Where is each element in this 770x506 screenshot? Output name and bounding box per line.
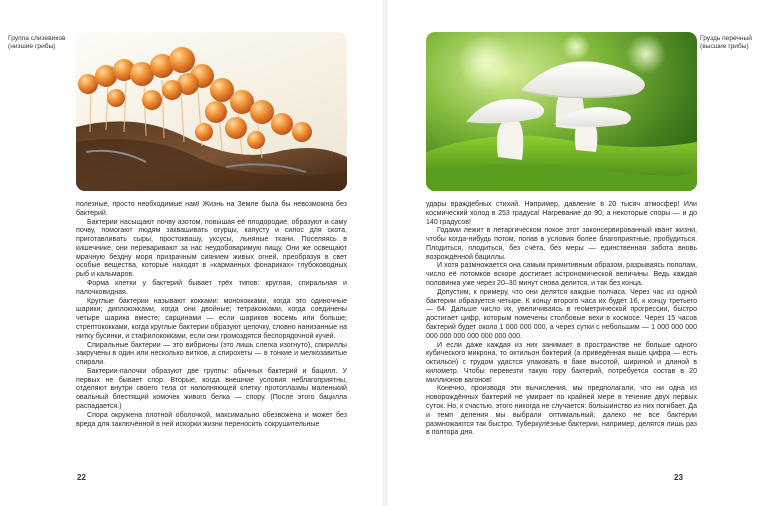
mushroom-photo (426, 32, 697, 191)
paragraph: полезные, просто необходимые нам! Жизнь на Земле была бы невозможна без бактерий. (76, 201, 347, 217)
paragraph: Конечно, производя эти вычисления, мы предполагали, что ни одна из новорождённых бактерий не умирает по крайней мере в течение двух первых суток. Но, к счастью, этого никогда не случается: большинство из них погибает. Да и темп деления мы выбрали оптимальный; далеко не все бактерии размножаются так быстро. Туберкулёзные бактерии, например, делятся лишь раз в полтора дня. (426, 385, 697, 437)
right-caption: Груздь перечный (высшие грибы) (700, 35, 752, 50)
paragraph: удары враждебных стихий. Например, давление в 20 тысяч атмосфер! Или космический холод в 253 градуса! Нагревание до 90, а некоторые споры — и до 140 градусов! (426, 201, 697, 226)
paragraph: И хотя размножается она самым примитивным образом, разрываясь пополам, число её потомков вскоре достигает астрономической величины. Ведь каждая половинка уже через 20–30 минут снова делится, и так без конца. (426, 262, 697, 288)
left-page-text (76, 201, 347, 429)
slime-mold-photo (76, 32, 347, 191)
paragraph: И если даже каждая из них занимает в пространстве не больше одного кубического микрона, то октильон бактерий (а приведённая выше цифра — есть октильон) с трудом удастся упаковать в баке высотой, шириной и длиной в километр. Чтобы перевезти такую гору бактерий, потребуется состав в 20 миллионов вагонов! (426, 341, 697, 384)
paragraph: Бактерии-палочки образуют две группы: обычных бактерий и бацилл. У первых не бывает спор. Вторые, когда внешние условия неблагоприятны, отделяют внутри своего тела от наполняющей клетку протоплазмы маленький овальный блестящий комочек живого белка — спору. (После этого бацилла распадается.) (76, 367, 347, 410)
mushroom-illustration (426, 32, 697, 191)
paragraph: Бактерии насыщают почву азотом, повышая её плодородие, образуют и саму почву, помогают людям заквашивать огурцы, капусту и силос для скота, приготавливать сыры, простоквашу, уксусы, льняные ткани. Поселяясь в кишечнике, они переваривают за нас неудобоваримую пищу. Они же освещают мрачную бездну моря призрачным сиянием живых огней, преобразуя в свет особые вещества, которые находят в «карманных фонариках» глубоководных рыб и кальмаров. (76, 218, 347, 279)
book-gutter (383, 0, 387, 506)
paragraph: Допустим, к примеру, что они делятся каждые полчаса. Через час из одной бактерии образуется четыре. К концу второго часа их будет 16, к концу третьего — 64. Дальше число их, увеличиваясь в геометрической прогрессии, быстро достигает цифр, которым помечены столбовые вехи в космосе. Через 15 часов бактерий будет около 1 000 000 000, а через сутки с небольшим — 1 000 000 000 000 000 000 000 000 000 000. (426, 288, 697, 340)
paragraph: Спора окружена плотной оболочкой, максимально обезвожена и может без вреда для заключённой в ней искорки жизни переносить сокрушительные (76, 411, 347, 428)
slime-mold-illustration (76, 32, 347, 191)
left-caption: Группа слизевиков (низшие грибы) (8, 35, 66, 50)
right-page-text (426, 201, 697, 438)
paragraph: Круглые бактерии называют кокками: монококками, когда это одиночные шарики; диплококками, когда они двойные; тетракокками, когда соединены четыре шарика вместе; сарцинами — если шариков восемь или больше; стрептококками, когда круглые бактерии образуют цепочку, словно нанизанные на нитку бусинки, и стафилококками, если они громоздятся беспорядочной кучей. (76, 297, 347, 340)
paragraph: Спиральные бактерии — это вибрионы (это лишь слегка изогнуто), спириллы закручены в один или несколько витков, а спирохеты — в тонкие и мелкозавитые спирали. (76, 341, 347, 367)
paragraph: Форма клетки у бактерий бывает трёх типов: круглая, спиральная и палочковидная. (76, 280, 347, 296)
page-number-left: 22 (77, 473, 86, 482)
paragraph: Годами лежит в летаргическом покое этот законсервированный квант жизни, чтобы когда-нибудь потом, попав в условия более благоприятные, пробудиться. Плодиться, плодиться, без счёта, без меры — единственная забота вновь возрождённой бациллы. (426, 227, 697, 261)
page-number-right: 23 (674, 473, 683, 482)
